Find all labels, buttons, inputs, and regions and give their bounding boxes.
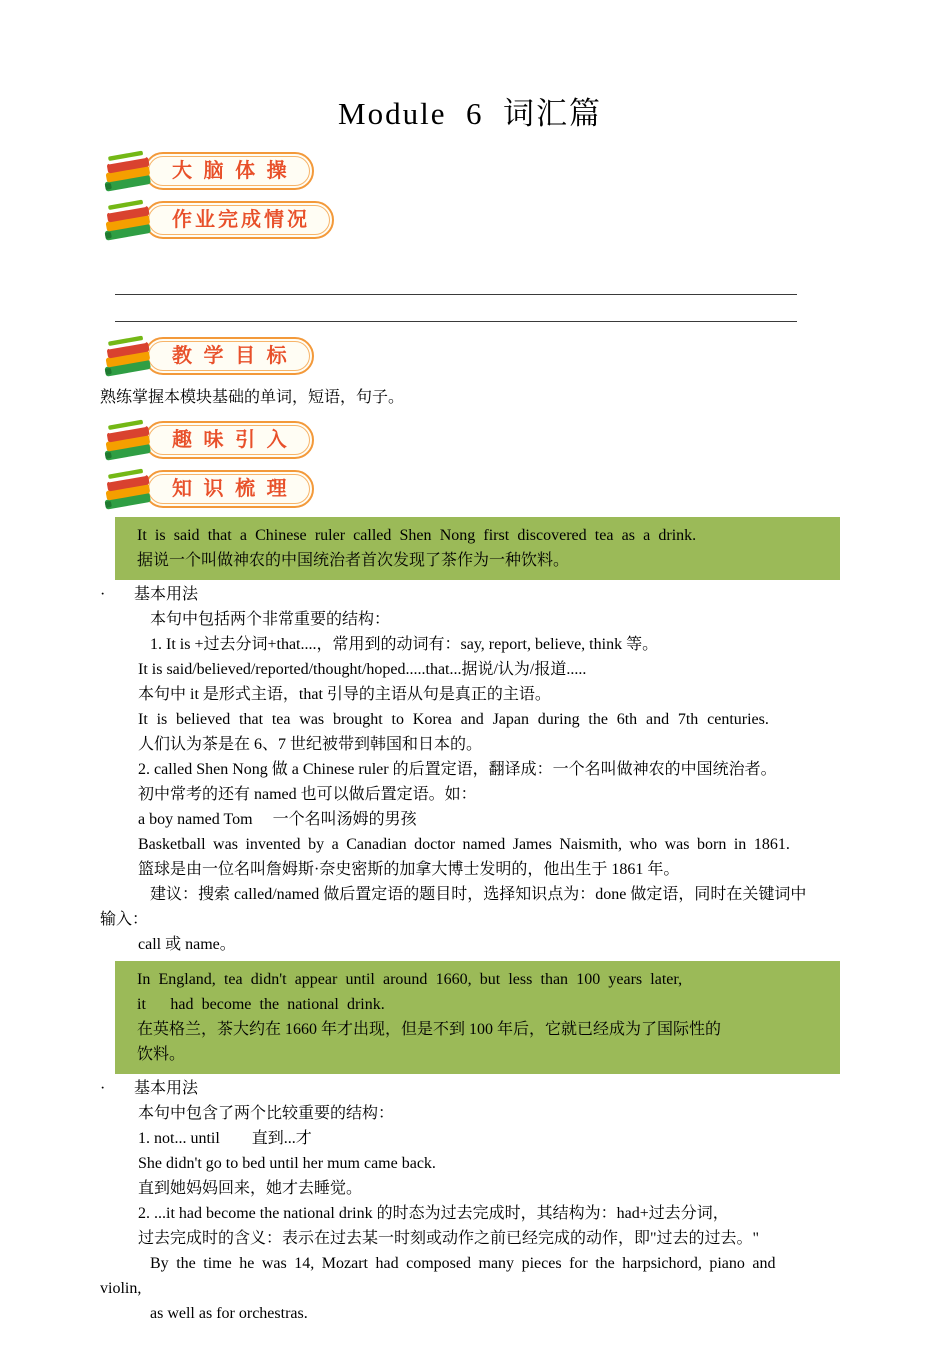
text-line: 初中常考的还有 named 也可以做后置定语。如： bbox=[138, 786, 477, 803]
books-icon bbox=[100, 197, 156, 243]
text-line: call 或 name。 bbox=[138, 936, 236, 953]
badge-label-homework-status: 作业完成情况 bbox=[144, 201, 334, 239]
bullet-heading bbox=[100, 1076, 840, 1101]
highlight-sentence-box-1 bbox=[115, 517, 840, 580]
bullet-label: 基本用法 bbox=[134, 1080, 199, 1097]
text-line: 篮球是由一位名叫詹姆斯·奈史密斯的加拿大博士发明的，他出生于 1861 年。 bbox=[138, 861, 680, 878]
section-basic-usage-1 bbox=[100, 582, 840, 957]
text-line: 人们认为茶是在 6、7 世纪被带到韩国和日本的。 bbox=[138, 736, 483, 753]
text-line: By the time he was 14, Mozart had composed many pieces for the harpsichord, piano and bbox=[150, 1255, 776, 1272]
page-title: Module 6 词汇篇 bbox=[338, 96, 602, 131]
text-line: 直到她妈妈回来，她才去睡觉。 bbox=[138, 1180, 363, 1197]
badge-label-knowledge-outline: 知 识 梳 理 bbox=[144, 470, 314, 508]
highlight-sentence-box-2 bbox=[115, 961, 840, 1074]
blank-line bbox=[115, 295, 797, 322]
section-basic-usage-2 bbox=[100, 1076, 840, 1326]
blank-line bbox=[115, 268, 797, 295]
text-line: 2. called Shen Nong 做 a Chinese ruler 的后置定语，翻译成：一个名叫做神农的中国统治者。 bbox=[138, 761, 777, 778]
bullet-label: 基本用法 bbox=[134, 586, 199, 603]
text-line: It is said/believed/reported/thought/hoped.....that...据说/认为/报道..... bbox=[138, 661, 587, 678]
text-line: as well as for orchestras. bbox=[150, 1305, 308, 1322]
text-line: 2. ...it had become the national drink 的时态为过去完成时，其结构为：had+过去分词， bbox=[138, 1205, 729, 1222]
text-line: 本句中包含了两个比较重要的结构： bbox=[138, 1105, 395, 1122]
highlight1-chinese: 据说一个叫做神农的中国统治者首次发现了茶作为一种饮料。 bbox=[137, 552, 570, 569]
books-icon bbox=[100, 417, 156, 463]
badge-teaching-goal bbox=[100, 332, 840, 380]
badge-brain-exercise bbox=[100, 147, 840, 195]
highlight2-chinese-line2: 饮料。 bbox=[137, 1046, 186, 1063]
text-line: 1. It is +过去分词+that....，常用到的动词有：say, report, believe, think 等。 bbox=[150, 636, 659, 653]
highlight2-english-line2: it had become the national drink. bbox=[137, 996, 385, 1013]
highlight2-chinese-line1: 在英格兰，茶大约在 1660 年才出现，但是不到 100 年后，它就已经成为了国际性的 bbox=[137, 1021, 722, 1038]
badge-homework-status bbox=[100, 196, 840, 244]
text-line: 过去完成时的含义：表示在过去某一时刻或动作之前已经完成的动作，即"过去的过去。" bbox=[138, 1230, 760, 1247]
text-line: 建议：搜索 called/named 做后置定语的题目时，选择知识点为：done 做定语，同时在关键词中 bbox=[150, 886, 807, 903]
teaching-goal-text: 熟练掌握本模块基础的单词，短语，句子。 bbox=[100, 389, 405, 406]
text-line: 1. not... until 直到...才 bbox=[138, 1130, 312, 1147]
bullet-marker: · bbox=[100, 1080, 106, 1097]
text-line: 输入： bbox=[100, 911, 149, 928]
badge-knowledge-outline bbox=[100, 465, 840, 513]
badge-fun-intro bbox=[100, 416, 840, 464]
text-line: It is believed that tea was brought to Korea and Japan during the 6th and 7th centuries. bbox=[138, 711, 769, 728]
highlight2-english-line1: In England, tea didn't appear until around 1660, but less than 100 years later, bbox=[137, 971, 683, 988]
text-line: violin, bbox=[100, 1280, 142, 1297]
books-icon bbox=[100, 466, 156, 512]
text-line: a boy named Tom 一个名叫汤姆的男孩 bbox=[138, 811, 417, 828]
writing-lines bbox=[115, 268, 840, 322]
text-line: 本句中 it 是形式主语，that 引导的主语从句是真正的主语。 bbox=[138, 686, 551, 703]
badge-label-fun-intro: 趣 味 引 入 bbox=[144, 421, 314, 459]
books-icon bbox=[100, 333, 156, 379]
text-line: 本句中包括两个非常重要的结构： bbox=[150, 611, 391, 628]
badge-label-brain-exercise: 大 脑 体 操 bbox=[144, 152, 314, 190]
text-line: She didn't go to bed until her mum came back. bbox=[138, 1155, 436, 1172]
text-line: Basketball was invented by a Canadian doctor named James Naismith, who was born in 1861. bbox=[138, 836, 790, 853]
bullet-marker: · bbox=[100, 586, 106, 603]
badge-label-teaching-goal: 教 学 目 标 bbox=[144, 337, 314, 375]
bullet-heading bbox=[100, 582, 840, 607]
highlight1-english: It is said that a Chinese ruler called Shen Nong first discovered tea as a drink. bbox=[137, 527, 697, 544]
books-icon bbox=[100, 148, 156, 194]
